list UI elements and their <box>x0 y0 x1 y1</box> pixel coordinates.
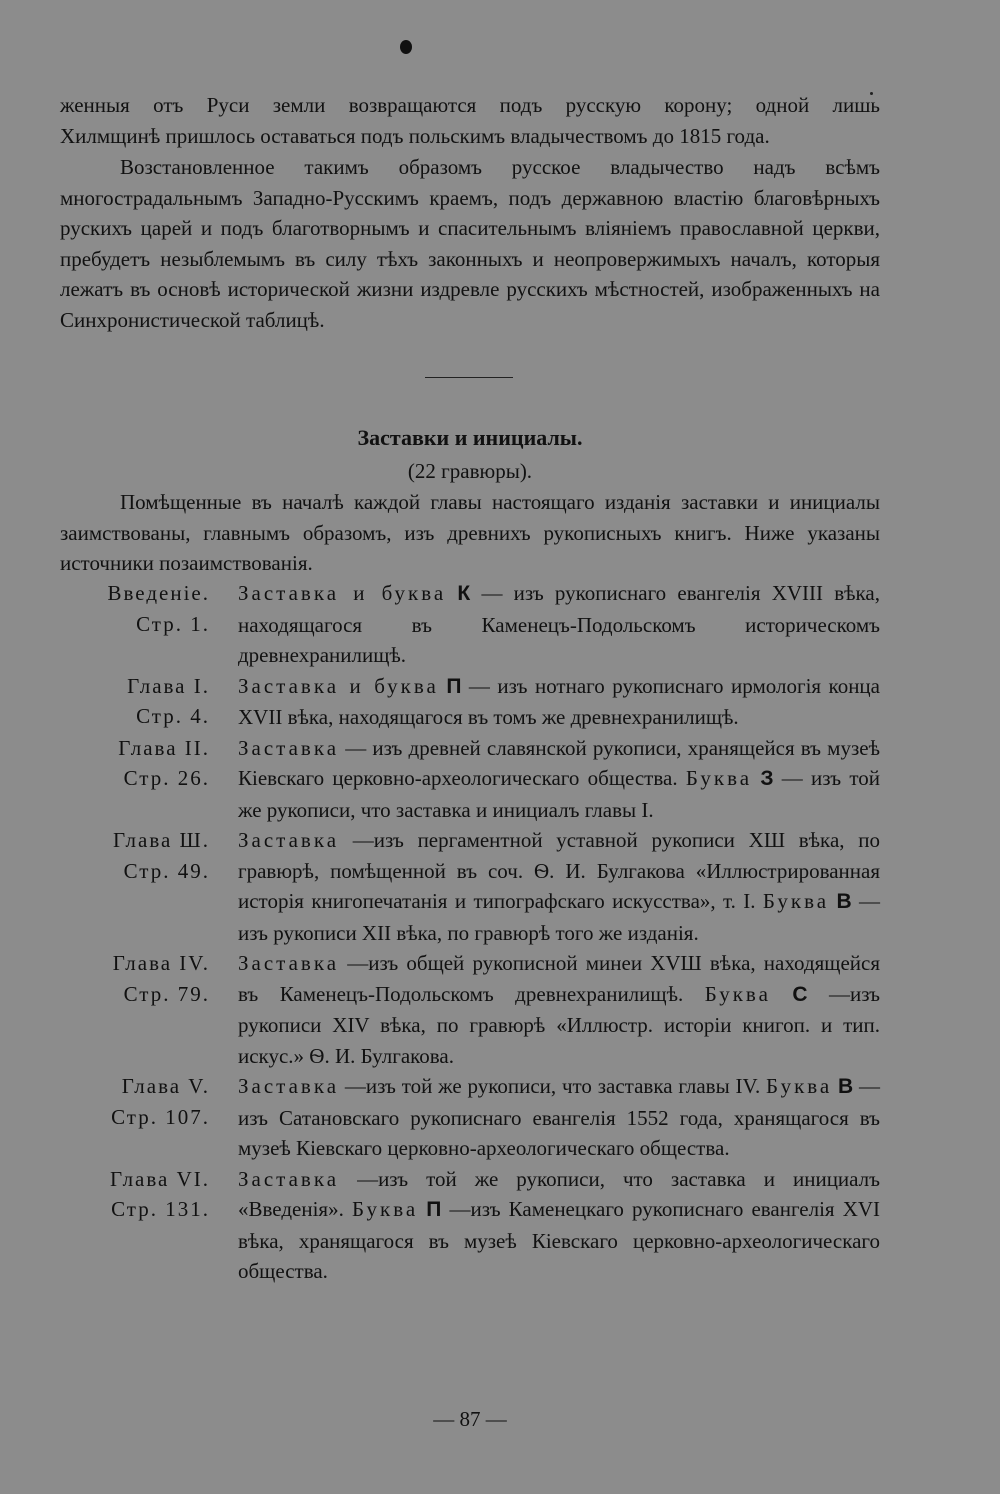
chapter-label: Глава V. <box>121 1074 210 1098</box>
paragraph-line: Хилмщинѣ пришлось оставаться подъ польскимъ владычествомъ до 1815 года. <box>60 123 770 148</box>
chapter-label: Введенiе. <box>107 581 210 605</box>
entry-text: — изъ той же рукописи, что заставка и инициалъ главы I. <box>238 766 881 822</box>
entry-label <box>60 671 210 733</box>
entry-lead: Буква <box>685 766 753 790</box>
chapter-label: Глава VI. <box>110 1166 210 1191</box>
entry-description <box>238 578 880 671</box>
section-title: Заставки и инициалы. <box>357 425 583 450</box>
entry-lead: Заставка <box>238 951 340 975</box>
entry-lead: Заставка <box>238 1074 340 1098</box>
chapter-label: Глава II. <box>118 735 210 760</box>
entry-description <box>238 671 880 733</box>
chapter-label: Глава Ш. <box>112 828 210 852</box>
entry-lead: Заставка и буква <box>238 673 439 698</box>
entry-lead: Буква <box>766 1074 833 1098</box>
entry-lead: Буква <box>351 1197 419 1221</box>
entry-description <box>238 733 880 826</box>
page-reference: Стр. 131. <box>111 1197 210 1221</box>
section-intro: Помѣщенные въ началѣ каждой главы настоящаго изданiя заставки и инициалы заимствованы, главнымъ образомъ, изъ древнихъ рукописныхъ книгъ. Ниже указаны источники позаимствованiя. <box>60 490 880 575</box>
list-item <box>60 1071 880 1164</box>
initial-letter: З <box>760 767 774 790</box>
entry-label <box>60 825 210 948</box>
entry-label <box>60 733 210 826</box>
entry-lead: Буква <box>704 981 771 1006</box>
entry-description <box>238 1164 880 1287</box>
chapter-label: Глава I. <box>127 673 210 698</box>
entry-text: — изъ рукописнаго евангелiя XVIII вѣка, находящагося въ Каменецъ-Подольскомъ историческомъ древнехранилищѣ. <box>238 581 881 667</box>
paragraph-continued <box>60 90 880 151</box>
page-reference: Стр. 4. <box>136 704 210 728</box>
entry-text: —изъ Каменецкаго рукописнаго евангелiя XVI вѣка, хранящагося въ музеѣ Кiевскаго церковно-археологическаго общества. <box>238 1197 881 1283</box>
list-item <box>60 1164 880 1287</box>
section-subtitle: (22 гравюры). <box>407 459 533 483</box>
page-reference: Стр. 79. <box>123 981 210 1006</box>
entry-description <box>238 1071 880 1164</box>
entry-text: — изъ нотнаго рукописнаго ирмологiя конца XVII вѣка, находящагося въ томъ же древнехранилищѣ. <box>238 673 880 729</box>
entry-text: — изъ рукописи XII вѣка, по гравюрѣ того же изданiя. <box>238 889 881 945</box>
section-divider <box>425 377 513 378</box>
paragraph-line: женныя отъ Руси земли возвращаются подъ русскую корону; одной лишь <box>60 93 880 117</box>
initial-letter: П <box>446 674 462 698</box>
entry-text: — изъ древней славянской рукописи, хранящейся въ музеѣ Кiевскаго церковно-археологическаго общества. <box>238 735 880 790</box>
page-number: — 87 — <box>433 1407 507 1431</box>
entry-lead: Заставка <box>238 828 340 852</box>
entry-lead: Буква <box>762 889 830 913</box>
page-reference: Стр. 1. <box>136 611 210 636</box>
initial-letter: К <box>457 582 471 605</box>
initial-letter: В <box>836 890 852 913</box>
entry-label <box>60 948 210 1071</box>
paragraph: Возстановленное такимъ образомъ русское владычество надъ всѣмъ многострадальнымъ Западно-Русскимъ краемъ, подъ державною властiю благовѣрныхъ рускихъ царей и подъ благотворнымъ и спасительнымъ влiянiемъ православной церкви, пребудетъ незыблемымъ въ силу тѣхъ законныхъ и неопровержимыхъ началъ, которыя лежатъ въ основѣ исторической жизни издревле русскихъ мѣстностей, изображенныхъ на Синхронистической таблицѣ. <box>60 155 880 332</box>
initial-letter: П <box>426 1198 442 1221</box>
entry-text: —изъ пергаментной уставной рукописи XШ вѣка, по гравюрѣ, помѣщенной въ соч. Ѳ. И. Булгакова «Иллюстрированная исторiя книгопечатанiя и типографскаго искусства», т. I. <box>238 828 880 913</box>
ink-dot <box>400 40 412 54</box>
entry-label <box>60 1071 210 1164</box>
entry-text: — изъ Сатановскаго рукописнаго евангелiя 1552 года, хранящагося въ музеѣ Кiевскаго церковно-археологическаго общества. <box>238 1074 881 1160</box>
entry-lead: Заставка и буква <box>238 581 447 605</box>
entry-label <box>60 578 210 671</box>
entry-text: —изъ общей рукописной минеи XVШ вѣка, находящейся въ Каменецъ-Подольскомъ древнехранилищѣ. <box>238 951 881 1006</box>
list-item <box>60 948 880 1071</box>
entry-lead: Заставка <box>238 1166 340 1191</box>
entry-text: —изъ рукописи XIV вѣка, по гравюрѣ «Иллюстр. исторiи книгоп. и тип. искус.» Ѳ. И. Булгакова. <box>238 981 881 1068</box>
list-item <box>60 671 880 733</box>
page-reference: Стр. 107. <box>111 1104 210 1129</box>
list-item <box>60 733 880 826</box>
initial-letter: С <box>792 982 808 1006</box>
illustration-list <box>60 578 880 1287</box>
entry-text: —изъ той же рукописи, что заставка главы IV. <box>344 1074 761 1098</box>
list-item <box>60 825 880 948</box>
entry-description <box>238 948 880 1071</box>
page-reference: Стр. 26. <box>123 766 210 790</box>
entry-lead: Заставка <box>238 735 340 760</box>
list-item <box>60 578 880 671</box>
initial-letter: В <box>838 1075 854 1098</box>
entry-text: —изъ той же рукописи, что заставка и инициалъ «Введенiя». <box>238 1166 881 1221</box>
entry-description <box>238 825 880 948</box>
entry-label <box>60 1164 210 1287</box>
page-reference: Стр. 49. <box>123 858 210 883</box>
chapter-label: Глава IV. <box>112 951 210 975</box>
